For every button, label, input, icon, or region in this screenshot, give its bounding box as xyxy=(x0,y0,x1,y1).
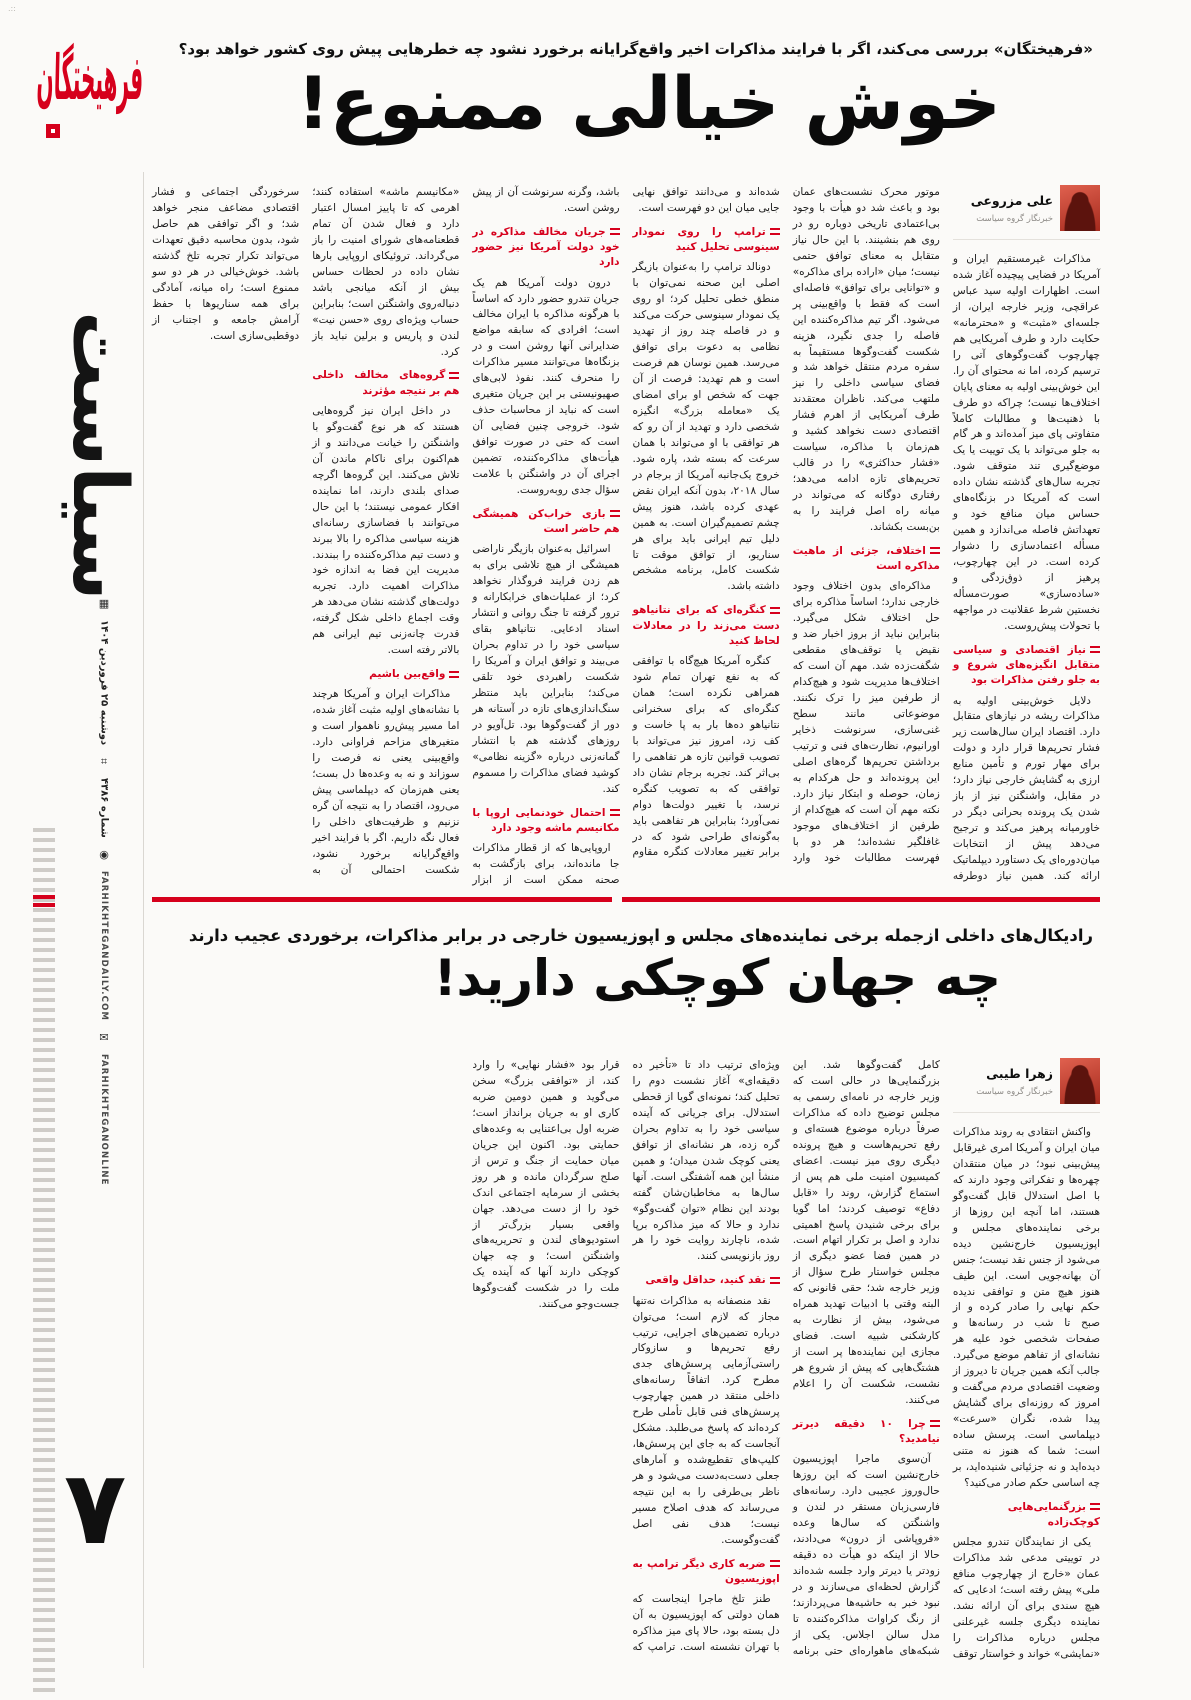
article-paragraph: واکنش انتقادی به روند مذاکرات میان ایران و آمریکا امری غیرقابل پیش‌بینی نبود؛ در میان منتقدان چهره‌ها و تفکراتی وجود دارند که با اصل استدلال قابل گفت‌وگو هستند، اما آنچه این روزها از برخی نماینده‌های مجلس و اپوزیسیون خارج‌نشین دیده می‌شود از جنس نقد نیست؛ جنس آن بهانه‌جویی است. این طیف هنوز هیچ متن و توافقی ندیده حکم نهایی را صادر کرده و از صبح تا شب در رسانه‌ها و صفحات شخصی خود علیه هر نشانه‌ای از تفاهم موضع می‌گیرد. جالب آنکه همین جریان تا دیروز از وضعیت اقتصادی مردم می‌گفت و امروز که روزنه‌ای برای گشایش پیدا شده، نگران «سرعت» دیپلماسی است. پرسش ساده است: شما که هنوز نه متنی دیده‌اید و نه جزئیاتی شنیده‌اید، بر چه اساسی حکم صادر می‌کنید؟ xyxy=(952,1126,1100,1489)
article-subhead: احتمال خودنمایی اروپا با مکانیسم ماشه وجود دارد xyxy=(472,806,620,834)
article-paragraph: در داخل ایران نیز گروه‌هایی هستند که هر نوع گفت‌وگو با واشنگتن را خیانت می‌دانند و از هم‌اکنون برای ناکام ماندن آن تلاش می‌کنند. این گروه‌ها اگرچه صدای بلندی دارند، اما نماینده افکار عمومی نیستند؛ با این حال می‌توانند با فضاسازی رسانه‌ای هزینه سیاسی مذاکره را بالا ببرند و دست تیم مذاکره‌کننده را ببندند. مدیریت این فضا به اندازه خود مذاکرات اهمیت دارد. تجربه دولت‌های گذشته نشان می‌دهد هر وقت اجماع داخلی شکل گرفته، قدرت چانه‌زنی تیم ایرانی هم بالاتر رفته است. xyxy=(312,404,460,657)
article-subhead: گروه‌های مخالف داخلی هم بر نتیجه مؤثرند xyxy=(312,369,460,397)
article-subhead: ترامپ را روی نمودار سینوسی تحلیل کنید xyxy=(632,225,780,254)
page-number: ۷ xyxy=(64,1449,127,1568)
article-paragraph: مذاکرات ایران و آمریکا هرچند با نشانه‌های اولیه مثبت آغاز شده، اما مسیر پیش‌رو ناهموار است و متغیرهای مزاحم فراوانی دارد. واقع‌بینی یعنی نه فرصت را سوزاند و نه به وعده‌ها دل بست؛ یعنی هم‌زمان که دیپلماسی پیش می‌رود، اقتصاد را به نتیجه آن گره نزنیم و ظرفیت‌های داخلی را فعال نگه داریم. اگر با فرایند اخیر واقع‌گرایانه برخورد نشود، شکست احتمالی آن به سرخوردگی اجتماعی و فشار اقتصادی مضاعف منجر خواهد شد؛ و اگر توافقی هم حاصل شود، بدون محاسبه دقیق تعهدات می‌تواند تکرار تجربه تلخ گذشته باشد. خوش‌خیالی در هر دو سو ممنوع است؛ راه میانه، آمادگی برای همه سناریوها با حفظ آرامش جامعه و اجتناب از دوقطبی‌سازی است. xyxy=(152,186,460,876)
article2-headline: چه جهان کوچکی دارید! xyxy=(433,949,1001,1007)
calendar-icon: ▦ xyxy=(98,597,110,610)
globe-icon: ◉ xyxy=(99,848,109,861)
author-byline xyxy=(953,1058,1100,1113)
subhead-marker-icon xyxy=(610,510,620,517)
red-divider xyxy=(622,897,1100,902)
subhead-marker-icon xyxy=(610,809,620,816)
fold-marks xyxy=(33,828,55,1696)
author-byline xyxy=(953,185,1100,240)
subhead-marker-icon xyxy=(770,228,780,235)
subhead-marker-icon xyxy=(1090,646,1100,653)
subhead-marker-icon xyxy=(930,1420,940,1427)
article-subhead: بزرگنمایی‌هایی کوچک‌زاده xyxy=(1007,1500,1100,1529)
corner-mark: .:: xyxy=(8,4,16,13)
article-subhead: بازی خراب‌کن همیشگی هم حاضر است xyxy=(472,507,620,536)
article-subhead: نقد کنید، حداقل واقعی xyxy=(633,1273,780,1288)
article1-body xyxy=(152,185,1100,893)
author-info xyxy=(976,1064,1053,1099)
issue-number: شماره ۴۳۸۶ xyxy=(98,778,110,838)
red-divider xyxy=(152,897,612,902)
article-subhead: کنگره‌ای که برای نتانیاهو دست می‌زند را در معادلات لحاظ کنید xyxy=(632,604,780,647)
subhead-marker-icon xyxy=(770,1560,780,1567)
author-name: علی مزروعی xyxy=(970,192,1053,208)
sidebar-meta xyxy=(76,598,132,1186)
article-paragraph: مذاکره‌ای بدون اختلاف وجود خارجی ندارد؛ اساساً مذاکره برای حل اختلاف شکل می‌گیرد. بنابراین نباید از بروز اخبار ضد و نقیض یا توقف‌های مقطعی شگفت‌زده شد. مهم آن است که اختلاف‌ها مدیریت شود و هیچ‌کدام از طرفین میز را ترک نکنند. موضوعاتی مانند سطح غنی‌سازی، سرنوشت ذخایر اورانیوم، نظارت‌های فنی و ترتیب برداشتن تحریم‌ها گره‌های اصلی این پرونده‌اند و حل هرکدام به زمان، حوصله و ابتکار نیاز دارد. نکته مهم آن است که هیچ‌کدام از طرفین از اختلاف‌های موجود غافلگیر نشده‌اند؛ هر دو با فهرست مطالبات خود وارد شده‌اند و می‌دانند توافق نهایی جایی میان این دو فهرست است. xyxy=(632,186,940,864)
social-handle[interactable]: FARHIKHTEGANONLINE xyxy=(99,1054,109,1186)
article-paragraph: نقد منصفانه به مذاکرات نه‌تنها مجاز که لازم است؛ می‌توان درباره تضمین‌های اجرایی، ترتیب رفع تحریم‌ها و سازوکار راستی‌آزمایی پرسش‌های جدی مطرح کرد. اتفاقاً رسانه‌های داخلی منتقد در همین چهارچوب پرسش‌های فنی قابل تأملی طرح کرده‌اند که پاسخ می‌طلبد. مشکل آنجاست که به جای این پرسش‌ها، کلیپ‌های تقطیع‌شده و آمارهای جعلی دست‌به‌دست می‌شود و هر ناظر بی‌طرفی را به این نتیجه می‌رساند که هدف اصلاح مسیر نیست؛ هدف نفی اصل گفت‌وگوست. xyxy=(632,1294,780,1546)
author-info xyxy=(971,191,1053,226)
masthead-logo-text: فرهیختگان xyxy=(35,40,144,115)
masthead-logo-box-icon xyxy=(46,124,60,138)
subhead-marker-icon xyxy=(1090,1503,1100,1510)
subhead-marker-icon xyxy=(930,547,940,554)
article-paragraph: اروپایی‌ها که از قطار مذاکرات جا مانده‌اند، برای بازگشت به صحنه ممکن است از ابزار «مکانیسم ماشه» استفاده کنند؛ اهرمی که تا پاییز امسال اعتبار دارد و فعال شدن آن تمام قطعنامه‌های شورای امنیت را باز می‌گرداند. تروئیکای اروپایی بارها نشان داده در لحظات حساس بیش از آنکه میانجی باشد دنباله‌روی واشنگتن است؛ بنابراین حساب ویژه‌ای روی «حسن نیت» لندن و پاریس و برلین نباید باز کرد. xyxy=(312,186,620,886)
article-subhead: چرا ۱۰ دقیقه دیرتر نیامدید؟ xyxy=(792,1417,940,1446)
subhead-marker-icon xyxy=(449,671,459,678)
article-subhead: ضربه کاری دیگر ترامپ به اپوزیسیون xyxy=(632,1557,780,1586)
fold-marks-red xyxy=(33,895,55,907)
subhead-marker-icon xyxy=(770,1277,780,1284)
article-paragraph: درون دولت آمریکا هم یک جریان تندرو حضور دارد که اساساً با هرگونه مذاکره با ایران مخالف است؛ افرادی که سابقه مواضع ضدایرانی آنها روشن است و در بزنگاه‌ها می‌توانند مسیر مذاکرات را منحرف کنند. نفوذ لابی‌های صهیونیستی بر این جریان متغیری است که نباید از محاسبات حذف شود. خروجی چنین فضایی آن است که حتی در صورت توافق هیأت‌های مذاکره‌کننده، تضمین اجرای آن در واشنگتن با علامت سؤال جدی روبه‌روست. xyxy=(472,276,620,496)
article1-kicker: «فرهیختگان» بررسی می‌کند، اگر با فرایند مذاکرات اخیر واقع‌گرایانه برخورد نشود چه خطرهایی پیش روی کشور خواهد بود؟ xyxy=(178,40,1093,58)
article2-body xyxy=(152,1058,1100,1664)
subhead-marker-icon xyxy=(610,228,620,235)
subhead-marker-icon xyxy=(770,607,780,614)
section-title: سیاست xyxy=(56,310,145,600)
issue-date: دوشنبه ۲۵ فروردین ۱۴۰۴ xyxy=(98,620,110,746)
masthead-logo xyxy=(35,26,144,140)
article-paragraph: طنز تلخ ماجرا اینجاست که همان دولتی که اپوزیسیون به آن دل بسته بود، حالا پای میز مذاکره با تهران نشسته است. ترامپ که قرار بود «فشار نهایی» را وارد کند، از «توافقی بزرگ» سخن می‌گوید و همین دومین ضربه کاری او به جریان برانداز است؛ ضربه اول بی‌اعتنایی به وعده‌های حمایتی بود. اکنون این جریان میان حمایت از جنگ و ترس از صلح سرگردان مانده و هر روز بخشی از سرمایه اجتماعی اندک خود را از دست می‌دهد. جهان واقعی بسیار بزرگ‌تر از استودیوهای لندن و تحریریه‌های واشنگتن است؛ و چه جهان کوچکی دارند آنها که آینده یک ملت را در شکست گفت‌وگوها جست‌وجو می‌کنند. xyxy=(472,1059,780,1654)
subhead-marker-icon xyxy=(449,372,459,379)
article-paragraph: کنگره آمریکا هیچ‌گاه با توافقی که به نفع تهران تمام شود همراهی نکرده است؛ همان کنگره‌ای که برای سخنرانی نتانیاهو ده‌ها بار به پا خاست و کف زد، امروز نیز می‌تواند با تصویب قوانین تازه هر تفاهمی را بی‌اثر کند. تجربه برجام نشان داد توافقی که به تصویب کنگره نرسد، با تغییر دولت‌ها دوام نمی‌آورد؛ بنابراین هر تفاهمی باید به‌گونه‌ای طراحی شود که در برابر تغییر معادلات کنگره مقاوم باشد، وگرنه سرنوشت آن از پیش روشن است. xyxy=(472,186,780,859)
article-subhead: نیاز اقتصادی و سیاسی متقابل انگیزه‌های شروع و به جلو رفتن مذاکرات بود xyxy=(952,643,1100,687)
author-role: خبرنگار گروه سیاست xyxy=(976,1086,1053,1097)
author-avatar xyxy=(1060,1058,1100,1104)
article-paragraph: دونالد ترامپ را به‌عنوان بازیگر اصلی این صحنه نمی‌توان با منطق خطی تحلیل کرد؛ او روی یک نمودار سینوسی حرکت می‌کند و در فاصله چند روز از تهدید نظامی به دعوت برای توافق می‌رسد. همین نوسان هم فرصت است و هم تهدید: فرصت از آن جهت که شخص او برای امضای یک «معامله بزرگ» انگیزه شخصی دارد و تهدید از آن رو که هر توافقی با او می‌تواند با همان سرعت که بسته شد، پاره شود. خروج یک‌جانبه آمریکا از برجام در سال ۲۰۱۸، بدون آنکه ایران نقض عهدی کرده باشد، هنوز پیش چشم تصمیم‌گیران است. به همین دلیل تیم ایرانی باید برای هر سناریو، از توافق موقت تا شکست کامل، برنامه مشخص داشته باشد. xyxy=(632,261,780,593)
article-paragraph: آن‌سوی ماجرا اپوزیسیون خارج‌نشین است که این روزها حال‌وروز عجیبی دارد. رسانه‌های فارسی‌زبان مستقر در لندن و واشنگتن که سال‌ها وعده «فروپاشی از درون» می‌دادند، حالا از اینکه دو هیأت ده دقیقه زودتر یا دیرتر وارد جلسه شده‌اند گزارش لحظه‌ای می‌سازند و در نبود خبر به حاشیه‌ها می‌پردازند؛ از رنگ کراوات مذاکره‌کننده تا مدل سالن اجلاس. یکی از شبکه‌های ماهواره‌ای حتی برنامه ویژه‌ای ترتیب داد تا «تأخیر ده دقیقه‌ای» آغاز نشست دوم را تحلیل کند؛ نمونه‌ای گویا از قحطی استدلال. برای جریانی که آینده سیاسی خود را به تداوم بحران گره زده، هر نشانه‌ای از توافق یعنی کوچک شدن میدان؛ و همین منشأ این همه آشفتگی است. آنها سال‌ها به مخاطبان‌شان گفته بودند این نظام «توان گفت‌وگو» ندارد و حالا که میز مذاکره برپا شده، ناچارند روایت خود را هر روز بازنویسی کنند. xyxy=(632,1059,940,1657)
issue-number-icon: ⌗ xyxy=(100,755,108,769)
article1-headline: خوش خیالی ممنوع! xyxy=(296,61,1001,145)
website-url[interactable]: FARHIKHTEGANDAILY.COM xyxy=(99,871,109,1022)
mail-icon: ✉ xyxy=(99,1031,109,1045)
article-paragraph: دلایل خوش‌بینی اولیه به مذاکرات ریشه در نیازهای متقابل دارد. اقتصاد ایران سال‌هاست زیر فشار تحریم‌ها قرار دارد و دولت برای مهار تورم و تأمین منابع ارزی به گشایش خارجی نیاز دارد؛ در مقابل، واشنگتن نیز از باز شدن یک پرونده بحرانی دیگر در خاورمیانه پرهیز می‌کند و ترجیح می‌دهد پیش از انتخابات میان‌دوره‌ای یک دستاورد دیپلماتیک ارائه کند. همین نیاز دوطرفه موتور محرک نشست‌های عمان بود و باعث شد دو هیأت با وجود بی‌اعتمادی تاریخی دوباره رو در روی هم بنشینند. با این حال نیاز متقابل به معنای توافق حتمی نیست؛ میان «اراده برای مذاکره» و «توانایی برای توافق» فاصله‌ای است که فقط با واقع‌بینی پر می‌شود. اگر تیم مذاکره‌کننده این فاصله را جدی نگیرد، هزینه شکست گفت‌وگوها مستقیماً به سفره مردم منتقل خواهد شد و فضای سیاسی داخلی را نیز ملتهب می‌کند. ناظران معتقدند طرف آمریکایی از اهرم فشار اقتصادی دست نخواهد کشید و هم‌زمان با مذاکره، سیاست «فشار حداکثری» را در قالب تحریم‌های تازه ادامه می‌دهد؛ رفتاری دوگانه که می‌تواند در میانه راه اصل فرایند را به بن‌بست بکشاند. xyxy=(792,186,1100,883)
article-subhead: اختلاف، جزئی از ماهیت مذاکره است xyxy=(792,544,940,573)
article-paragraph: مذاکرات غیرمستقیم ایران و آمریکا در فضایی پیچیده آغاز شده است. اظهارات اولیه سید عباس عراقچی، وزیر خارجه ایران، از جلسه‌ای «مثبت» و «محترمانه» حکایت دارد و طرف آمریکایی هم چهارچوب گفت‌وگوهای آتی را ترسیم کرده، اما نه محتوای آن را. این خوش‌بینی اولیه به معنای پایان اختلاف‌ها نیست؛ چراکه دو طرف با ذهنیت‌ها و مطالبات کاملاً متفاوتی پای میز آمده‌اند و هر گام به جلو می‌تواند با یک توییت یا یک موضع‌گیری تند متوقف شود. تجربه سال‌های گذشته نشان داده است که آمریکا در بزنگاه‌های حساس میان منافع خود و تعهداتش فاصله می‌اندازد و همین مسأله اعتمادسازی را دشوار کرده است. در این چهارچوب، پرهیز از ذوق‌زدگی و «ساده‌سازی» صورت‌مسأله نخستین شرط عقلانیت در مواجهه با تحولات پیش‌روست. xyxy=(952,253,1100,632)
article-subhead: جریان مخالف مذاکره در خود دولت آمریکا نیز حضور دارد xyxy=(472,225,620,269)
article2-kicker: رادیکال‌های داخلی ازجمله برخی نماینده‌های مجلس و اپوزیسیون خارجی در برابر مذاکرات، برخوردی عجیب دارند xyxy=(188,926,1093,945)
author-name: زهرا طیبی xyxy=(986,1065,1053,1081)
article-paragraph: یکی از نمایندگان تندرو مجلس در توییتی مدعی شد مذاکرات عمان «خارج از چهارچوب منافع ملی» پیش رفته است؛ ادعایی که هیچ سندی برای آن ارائه نشد. نماینده دیگری جلسه غیرعلنی مجلس درباره مذاکرات را «نمایشی» خواند و خواستار توقف کامل گفت‌وگوها شد. این بزرگنمایی‌ها در حالی است که وزیر خارجه در نامه‌ای رسمی به مجلس توضیح داده که مذاکرات صرفاً درباره موضوع هسته‌ای و رفع تحریم‌هاست و هیچ پرونده دیگری روی میز نیست. اعضای کمیسیون امنیت ملی هم پس از استماع گزارش، روند را «قابل دفاع» توصیف کردند؛ اما گویا برای برخی شنیدن پاسخ اهمیتی ندارد و اصل بر تکرار اتهام است. در همین فضا عضو دیگری از مجلس خواستار طرح سؤال از وزیر خارجه شد؛ حقی قانونی که البته وقتی با ادبیات تهدید همراه می‌شود، بیش از نظارت به کارشکنی شبیه است. فضای مجازی این نماینده‌ها پر است از هشتگ‌هایی که پیش از شروع هر نشست، شکست آن را اعلام می‌کنند. xyxy=(792,1059,1100,1661)
author-avatar xyxy=(1060,185,1100,231)
author-role: خبرنگار گروه سیاست xyxy=(976,213,1053,224)
article-paragraph: اسرائیل به‌عنوان بازیگر ناراضی همیشگی از هیچ تلاشی برای به هم زدن فرایند فروگذار نخواهد کرد؛ از عملیات‌های خرابکارانه و ترور گرفته تا جنگ روانی و انتشار اسناد ادعایی. نتانیاهو بقای سیاسی خود را در تداوم بحران می‌بیند و توافق ایران و آمریکا را شکست راهبردی خود تلقی می‌کند؛ بنابراین باید منتظر سنگ‌اندازی‌های تازه در آستانه هر دور از گفت‌وگوها بود. تل‌آویو در روزهای گذشته هم با انتشار گمانه‌زنی درباره «گزینه نظامی» کوشید فضای مذاکرات را مسموم کند. xyxy=(472,543,620,795)
article-subhead: واقع‌بین باشیم xyxy=(312,667,459,682)
